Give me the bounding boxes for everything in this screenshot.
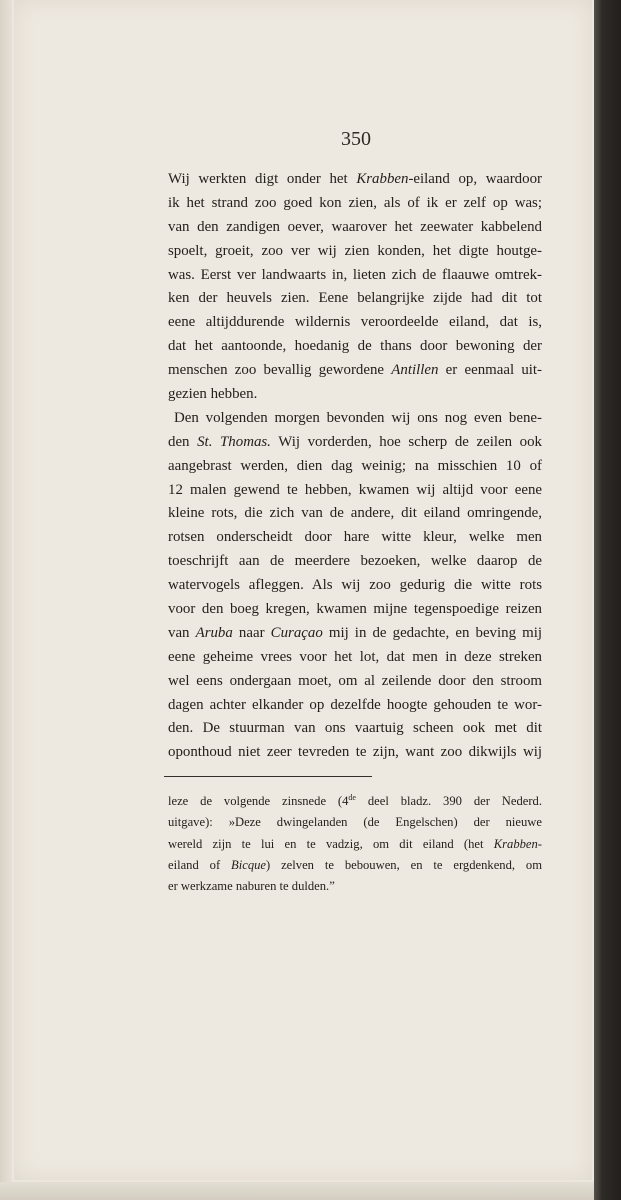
body-text-line: wel eens ondergaan moet, om al zeilende door den stroom [168,672,542,689]
superscript: de [348,792,356,802]
body-text-line: Den volgenden morgen bevonden wij ons nog even bene- [174,409,542,426]
body-text-line: ik het strand zoo goed kon zien, als of ik er zelf op was; [168,194,542,211]
body-text-line: den. De stuurman van ons vaartuig scheen ook met dit [168,720,542,737]
body-text-line: spoelt, groeit, zoo ver wij zien konden, het digte houtge- [168,242,542,259]
body-text-line: watervogels afleggen. Als wij zoo gedurig die witte rots [168,577,542,594]
footnote-line: er werkzame naburen te dulden.” [168,879,335,894]
body-text-line: ken der heuvels zien. Eene belangrijke zijde had dit tot [168,290,542,307]
body-text-line: kleine rots, die zich van de andere, dit eiland omringende, [168,505,542,522]
footnote-divider [164,776,372,777]
body-text-line: toeschrijft aan de meerdere bezoeken, welke daarop de [168,553,542,570]
body-text-line: was. Eerst ver landwaarts in, lieten zich de flaauwe omtrek- [168,266,542,283]
body-text-line: eene geheime vrees voor het lot, dat men in deze streken [168,648,542,665]
body-text-line: menschen zoo bevallig gewordene Antillen er eenmaal uit- [168,362,542,379]
body-text-line: 12 malen gewend te hebben, kwamen wij altijd voor eene [168,481,542,498]
body-text-line: voor den boeg kregen, kwamen mijne tegenspoedige reizen [168,601,542,618]
main-text-block [168,168,542,765]
body-text-line: van den zandigen oever, waarover het zeewater kabbelend [168,218,542,235]
body-text-line: van Aruba naar Curaçao mij in de gedachte, en beving mij [168,624,542,641]
italic-text: Krabben [356,171,409,187]
footnote-text-block [168,791,542,897]
body-text-line: eene altijddurende wildernis veroordeelde eiland, dat is, [168,314,542,331]
body-text-line: den St. Thomas. Wij vorderden, hoe scherp de zeilen ook [168,433,542,450]
italic-text: Aruba [195,624,233,641]
body-text-line: dagen achter elkander op dezelfde hoogte gehouden te wor- [168,696,542,713]
italic-text: Curaçao [270,624,323,641]
footnote-line: wereld zijn te lui en te vadzig, om dit eiland (het Krabben- [168,836,542,851]
dark-binding-strip [594,0,621,1200]
footnote-line: leze de volgende zinsnede (4de deel bladz. 390 der Nederd. [168,792,542,808]
body-text-line: oponthoud niet zeer tevreden te zijn, want zoo dikwijls wij [168,744,542,761]
italic-text: St. Thomas. [197,433,271,450]
body-text-line: rotsen onderscheidt door hare witte kleur, welke men [168,529,542,546]
italic-text: Antillen [391,362,439,379]
body-text-line: Wij werkten digt onder het Krabben-eiland op, waardoor [168,171,542,187]
body-text-line: aangebrast werden, dien dag weinig; na misschien 10 of [168,457,542,474]
italic-text: Bicque [231,857,267,872]
page-bottom-edge [0,1182,594,1200]
footnote-line: eiland of Bicque) zelven te bebouwen, en te ergdenkend, om [168,857,542,872]
body-text-line: gezien hebben. [168,386,258,403]
page-number: 350 [341,128,371,150]
body-text-line: dat het aantoonde, hoedanig de thans door bewoning der [168,338,542,355]
footnote-line: uitgave): »Deze dwingelanden (de Engelschen) der nieuwe [168,815,542,830]
page-left-edge [0,0,12,1200]
italic-text: Krabben- [493,836,542,851]
